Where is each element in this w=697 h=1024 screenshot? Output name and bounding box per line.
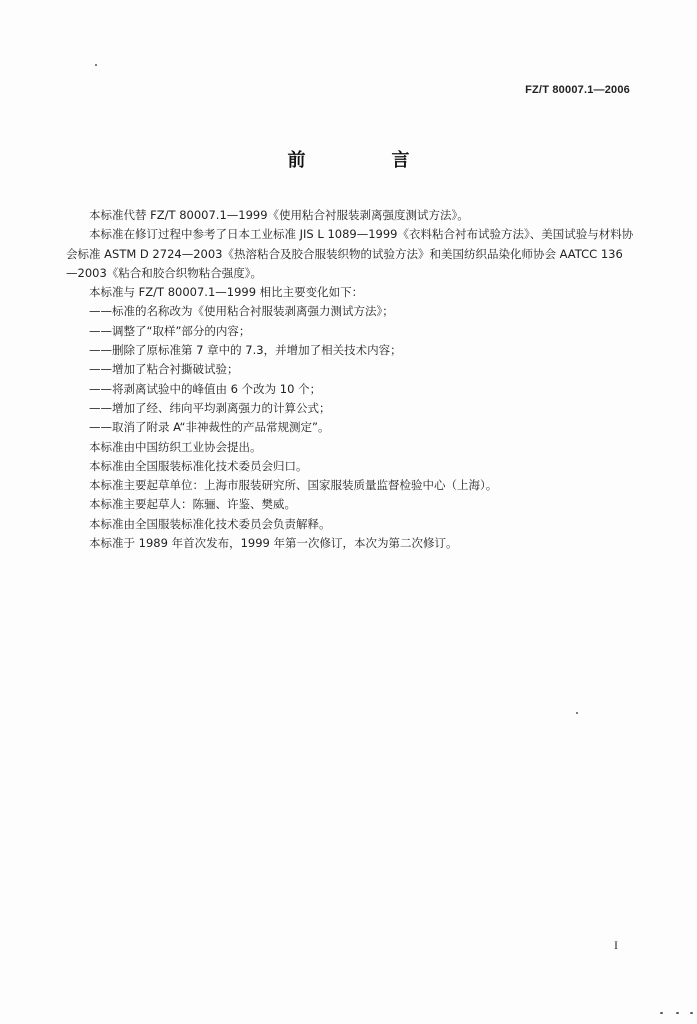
paragraph-drafting-units: 本标准主要起草单位：上海市服装研究所、国家服装质量监督检验中心（上海）。	[89, 478, 498, 493]
paragraph-drafters: 本标准主要起草人：陈骊、许鉴、樊威。	[89, 497, 296, 512]
change-item: ——调整了“取样”部分的内容；	[89, 323, 251, 338]
paragraph-replaces: 本标准代替 FZ/T 80007.1—1999《使用粘合衬服装剥离强度测试方法》。	[89, 208, 469, 222]
scan-speck	[676, 1012, 679, 1014]
change-item: ——删除了原标准第 7 章中的 7.3，并增加了相关技术内容；	[89, 343, 402, 358]
page-title: 前 言	[287, 150, 444, 171]
paragraph-references: 本标准在修订过程中参考了日本工业标准 JIS L 1089—1999《衣料粘合衬布试验方法》、美国试验与材料协会标准 ASTM D 2724—2003《热溶粘合及胶合服装织物的试验方法》和美国纺织品染化师协会 AATCC 136—2003《粘合和胶合织物粘合强度》。	[66, 227, 634, 280]
paragraph-proposed-by: 本标准由中国纺织工业协会提出。	[89, 439, 262, 454]
paragraph-centralized-by: 本标准由全国服装标准化技术委员会归口。	[89, 458, 308, 473]
change-item: ——标准的名称改为《使用粘合衬服装剥离强力测试方法》；	[89, 304, 394, 319]
change-item: ——将剥离试验中的峰值由 6 个改为 10 个；	[89, 381, 322, 396]
change-item: ——取消了附录 A“非神裁性的产品常规测定”。	[89, 420, 330, 435]
page-number: I	[614, 938, 618, 952]
scan-speck	[95, 64, 97, 66]
foreword-body	[66, 206, 634, 553]
scan-speck	[690, 1012, 693, 1014]
scan-speck	[660, 1012, 663, 1014]
standard-code: FZ/T 80007.1—2006	[525, 84, 630, 96]
paragraph-interpretation: 本标准由全国服装标准化技术委员会负责解释。	[89, 516, 331, 531]
paragraph-changes-intro: 本标准与 FZ/T 80007.1—1999 相比主要变化如下：	[89, 285, 364, 300]
paragraph-history: 本标准于 1989 年首次发布，1999 年第一次修订，本次为第二次修订。	[89, 536, 458, 551]
change-item: ——增加了粘合衬撕破试验；	[89, 362, 239, 377]
scan-speck	[576, 712, 578, 714]
change-item: ——增加了经、纬向平均剥离强力的计算公式；	[89, 400, 331, 415]
